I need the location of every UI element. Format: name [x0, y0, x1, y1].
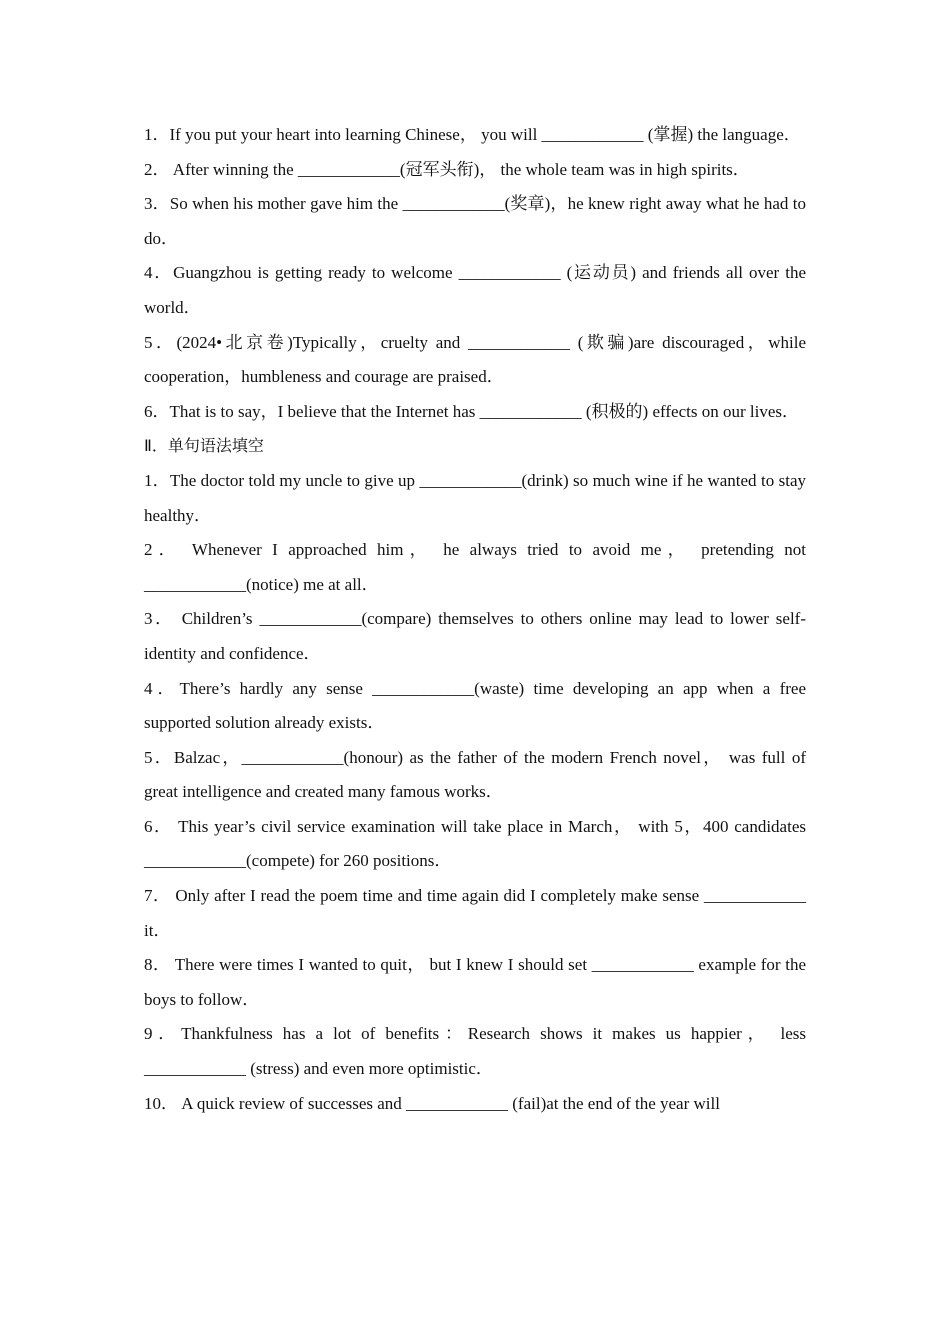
grammar-question-4: 4．There’s hardly any sense ____________(waste) time developing an app when a free supported solution already exists．	[144, 678, 806, 733]
vocab-question-6: 6．That is to say，I believe that the Internet has ____________ (积极的) effects on our lives．	[144, 401, 799, 421]
grammar-question-9: 9．Thankfulness has a lot of benefits：Research shows it makes us happier， less ____________ (stress) and even more optimistic．	[144, 1024, 806, 1079]
section-heading-grammar: Ⅱ．单句语法填空	[144, 436, 264, 456]
worksheet-page	[144, 118, 806, 1121]
grammar-question-1: 1．The doctor told my uncle to give up ____________(drink) so much wine if he wanted to stay healthy．	[144, 470, 806, 525]
grammar-question-6: 6． This year’s civil service examination will take place in March， with 5，400 candidates ____________(compete) for 260 positions．	[144, 816, 806, 871]
grammar-question-10: 10． A quick review of successes and ____________ (fail)at the end of the year will	[144, 1093, 720, 1113]
vocab-question-4: 4．Guangzhou is getting ready to welcome ____________ (运动员) and friends all over the world．	[144, 263, 806, 317]
grammar-question-3: 3． Children’s ____________(compare) themselves to others online may lead to lower self-identity and confidence．	[144, 609, 806, 663]
grammar-question-2: 2． Whenever I approached him， he always tried to avoid me， pretending not ____________(notice) me at all．	[144, 540, 806, 594]
vocab-question-2: 2． After winning the ____________(冠军头衔)， the whole team was in high spirits．	[144, 159, 750, 179]
vocab-question-1: 1．If you put your heart into learning Chinese， you will ____________ (掌握) the language．	[144, 125, 801, 144]
grammar-question-5: 5．Balzac，____________(honour) as the father of the modern French novel， was full of great intelligence and created many famous works．	[144, 747, 806, 802]
grammar-question-7: 7． Only after I read the poem time and time again did I completely make sense ____________ it．	[144, 886, 806, 940]
grammar-question-8: 8． There were times I wanted to quit， but I knew I should set ____________ example for the boys to follow．	[144, 955, 806, 1009]
vocab-question-3: 3．So when his mother gave him the ____________(奖章)，he knew right away what he had to do．	[144, 194, 806, 248]
vocab-question-5: 5．(2024•北京卷)Typically，cruelty and ____________ (欺骗)are discouraged，while cooperation，humbleness and courage are praised．	[144, 332, 806, 387]
